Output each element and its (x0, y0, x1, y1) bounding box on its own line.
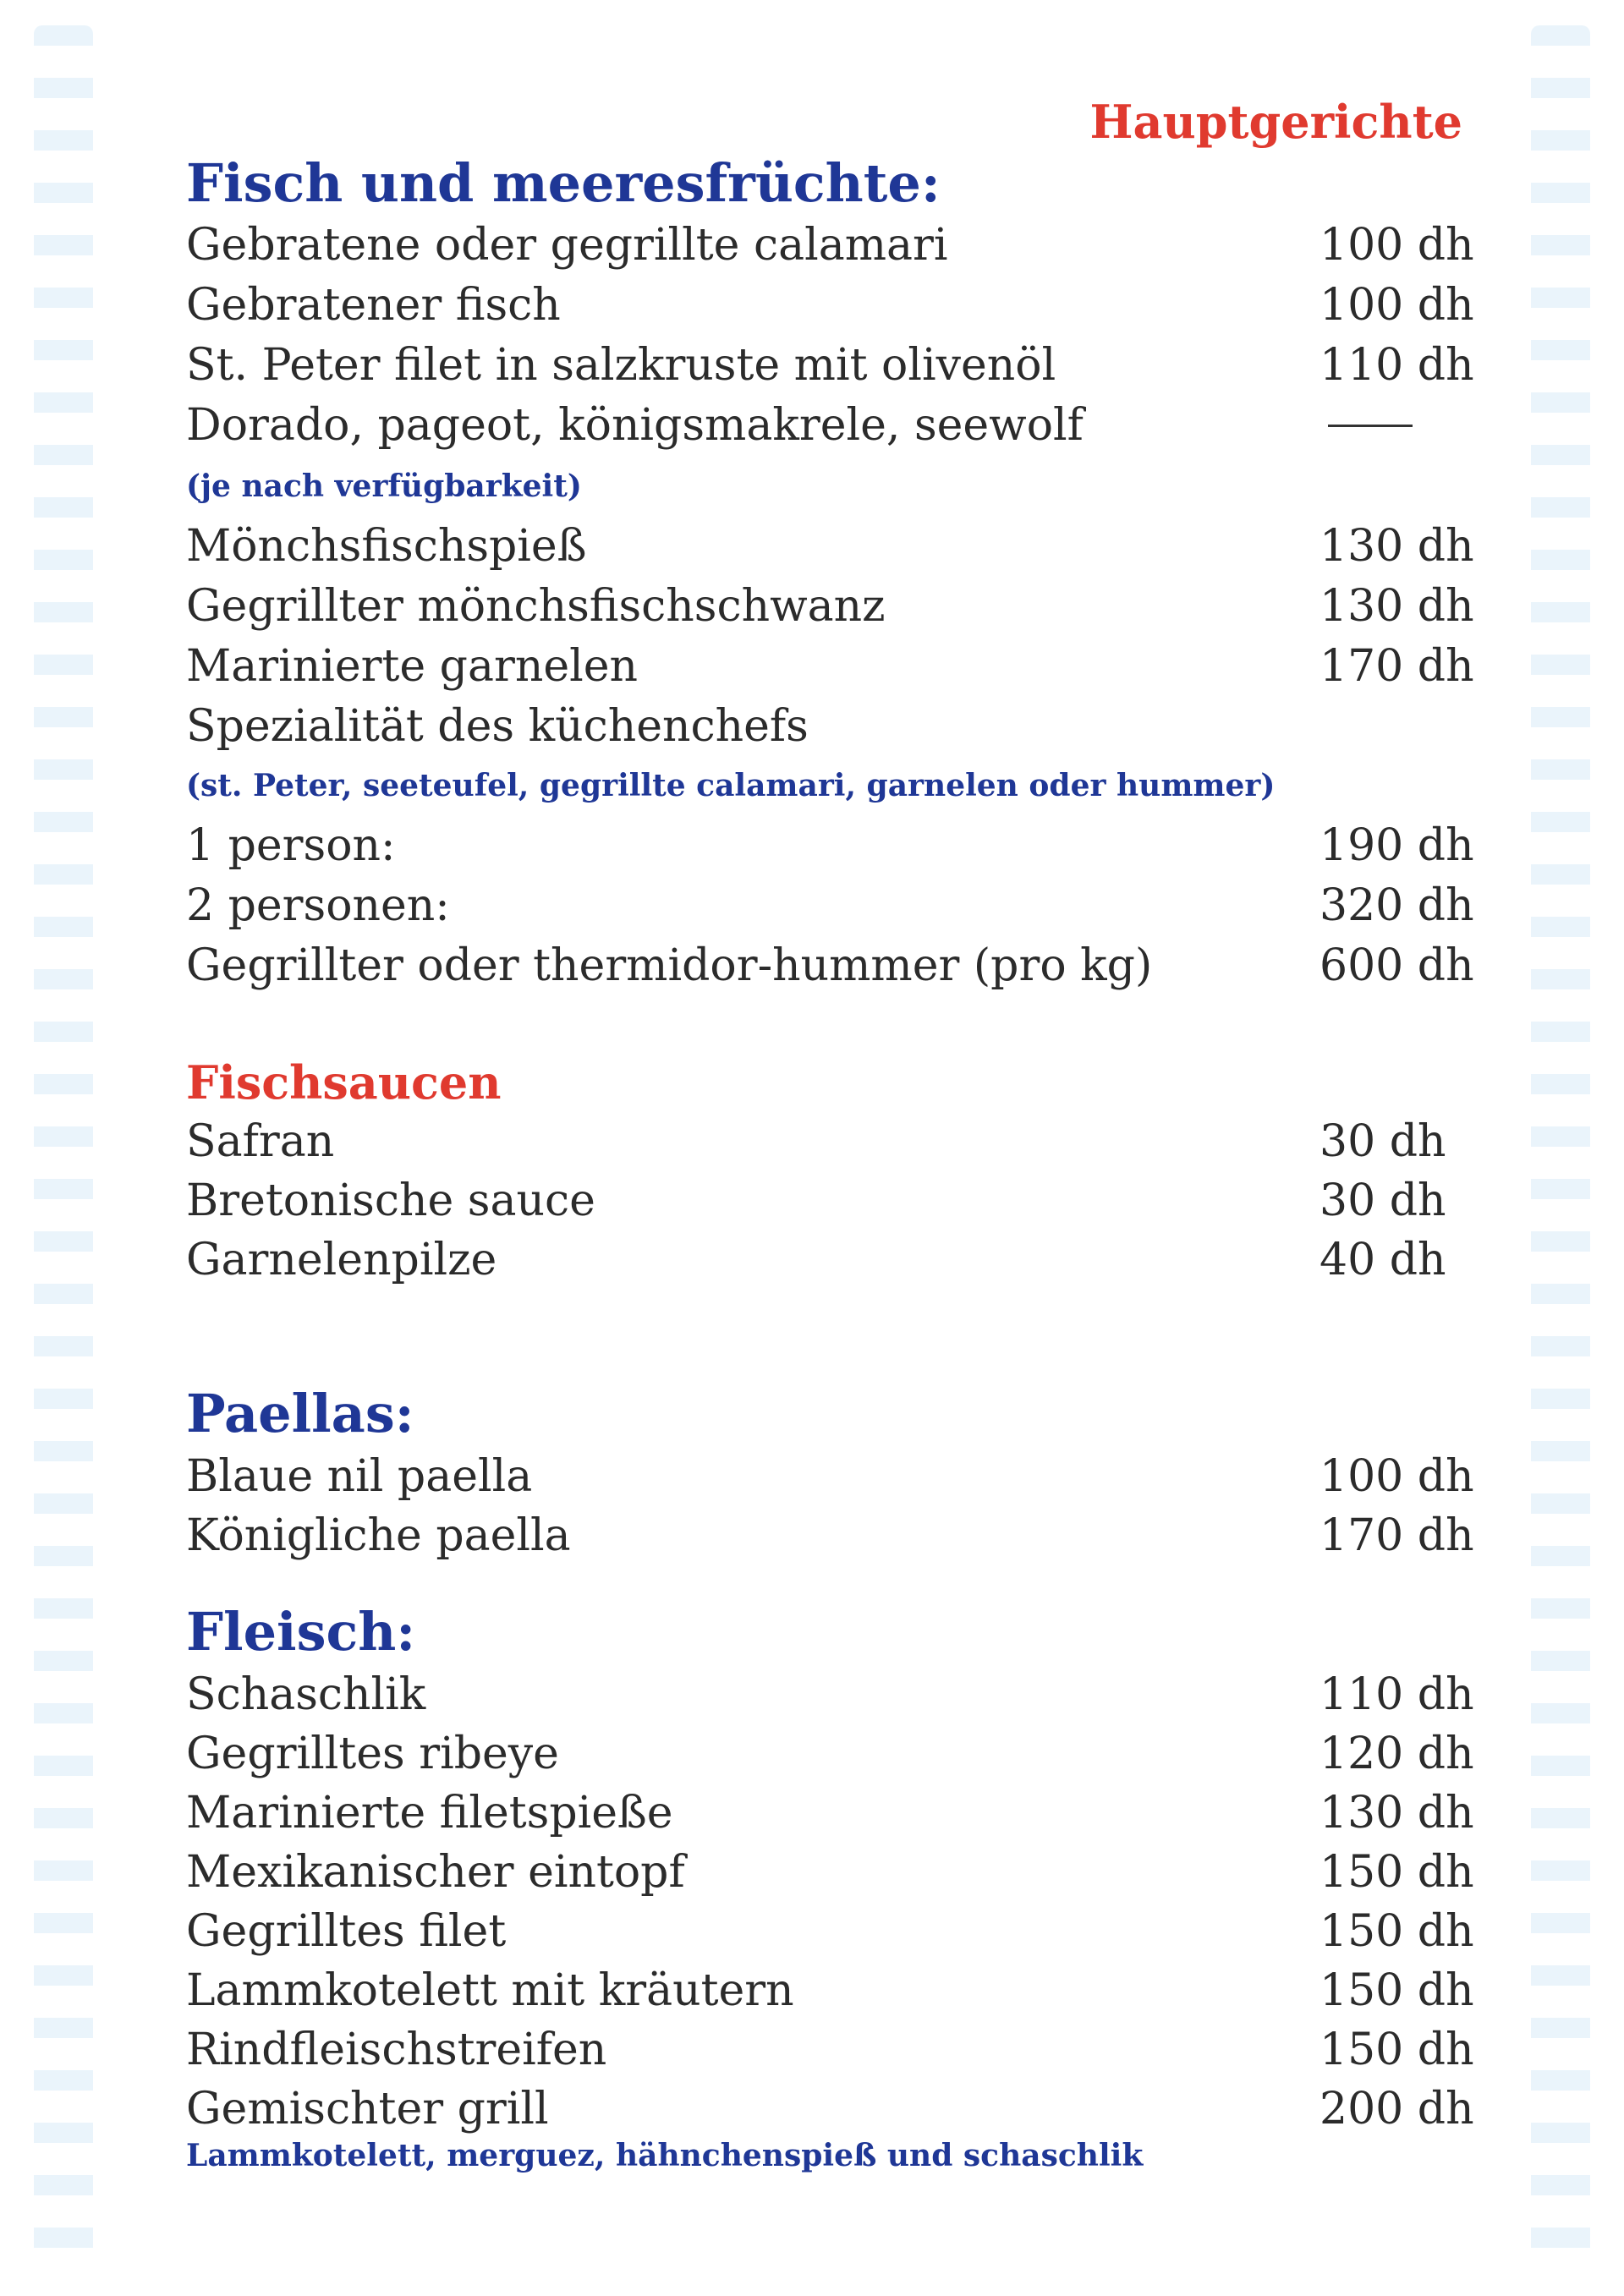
item-price: 100 dh (1320, 280, 1474, 331)
item-price: 110 dh (1320, 1669, 1474, 1720)
item-name: Lammkotelett mit kräutern (186, 1965, 794, 2016)
item-price: 120 dh (1320, 1729, 1474, 1779)
item-name: Schaschlik (186, 1669, 426, 1720)
item-price: 150 dh (1320, 1965, 1474, 2016)
menu-item (186, 936, 1474, 995)
menu-item (186, 216, 1474, 275)
menu-item (186, 396, 1463, 455)
menu-item (186, 1112, 1463, 1171)
item-name: Safran (186, 1116, 335, 1167)
section-title-saucen: Fischsaucen (186, 1055, 502, 1110)
item-name: Rindfleischstreifen (186, 2025, 607, 2075)
item-name: Gebratene oder gegrillte calamari (186, 220, 948, 271)
item-price: 130 dh (1320, 521, 1474, 572)
item-price: 170 dh (1320, 1510, 1474, 1561)
menu-item (186, 697, 1463, 756)
item-price: 600 dh (1320, 940, 1474, 991)
item-name: Garnelenpilze (186, 1235, 497, 1285)
page-label: Hauptgerichte (1089, 95, 1462, 149)
section-title-paellas: Paellas: (186, 1383, 414, 1444)
item-note: Lammkotelett, merguez, hähnchenspieß und schaschlik (186, 2138, 1144, 2173)
menu-item (186, 1843, 1474, 1902)
menu-item (186, 577, 1474, 636)
item-name: Gebratener fisch (186, 280, 561, 331)
item-name: Gegrillter mönchsfischschwanz (186, 581, 886, 632)
menu-item (186, 816, 1474, 875)
item-note: (je nach verfügbarkeit) (186, 469, 582, 504)
item-name: Dorado, pageot, königsmakrele, seewolf (186, 400, 1084, 451)
menu-item (186, 2020, 1474, 2080)
item-price: 320 dh (1320, 880, 1474, 931)
menu-item (186, 1506, 1474, 1565)
item-price: 100 dh (1320, 1451, 1474, 1502)
item-name: Gemischter grill (186, 2084, 549, 2134)
item-name: Gegrilltes filet (186, 1906, 507, 1957)
menu-item (186, 1665, 1474, 1724)
price-dash (1328, 425, 1413, 427)
item-note: (st. Peter, seeteufel, gegrillte calamari, garnelen oder hummer) (186, 768, 1276, 803)
item-name: 2 personen: (186, 880, 450, 931)
item-price: 190 dh (1320, 820, 1474, 871)
menu-item (186, 1230, 1463, 1290)
menu-item (186, 637, 1474, 696)
item-price: 130 dh (1320, 581, 1474, 632)
item-price: 40 dh (1320, 1235, 1446, 1285)
item-name: Marinierte garnelen (186, 641, 638, 692)
item-price: 110 dh (1320, 340, 1474, 391)
item-name: St. Peter filet in salzkruste mit olivenöl (186, 340, 1056, 391)
item-price: 130 dh (1320, 1788, 1474, 1838)
item-price: 30 dh (1320, 1116, 1446, 1167)
item-name: Gegrillter oder thermidor-hummer (pro kg) (186, 940, 1153, 991)
menu-item (186, 2080, 1474, 2139)
item-price: 150 dh (1320, 2025, 1474, 2075)
item-name: Spezialität des küchenchefs (186, 701, 809, 752)
item-name: Mönchsfischspieß (186, 521, 587, 572)
item-name: 1 person: (186, 820, 396, 871)
menu-item (186, 276, 1474, 335)
item-price: 150 dh (1320, 1906, 1474, 1957)
item-name: Blaue nil paella (186, 1451, 533, 1502)
item-name: Marinierte filetspieße (186, 1788, 673, 1838)
item-name: Gegrilltes ribeye (186, 1729, 559, 1779)
menu-item (186, 1447, 1474, 1506)
menu-item (186, 876, 1474, 935)
menu-item (186, 1724, 1474, 1784)
item-name: Königliche paella (186, 1510, 571, 1561)
menu-item (186, 1784, 1474, 1843)
section-title-fleisch: Fleisch: (186, 1601, 416, 1663)
menu-item (186, 1961, 1474, 2020)
menu-item (186, 1171, 1463, 1230)
item-price: 30 dh (1320, 1175, 1446, 1226)
menu-item (186, 517, 1474, 576)
item-price: 150 dh (1320, 1847, 1474, 1898)
section-title-fisch: Fisch und meeresfrüchte: (186, 152, 941, 214)
menu-item (186, 336, 1474, 395)
item-price: 170 dh (1320, 641, 1474, 692)
item-price: 200 dh (1320, 2084, 1474, 2134)
menu-item (186, 1902, 1474, 1961)
item-name: Bretonische sauce (186, 1175, 595, 1226)
item-name: Mexikanischer eintopf (186, 1847, 685, 1898)
item-price: 100 dh (1320, 220, 1474, 271)
